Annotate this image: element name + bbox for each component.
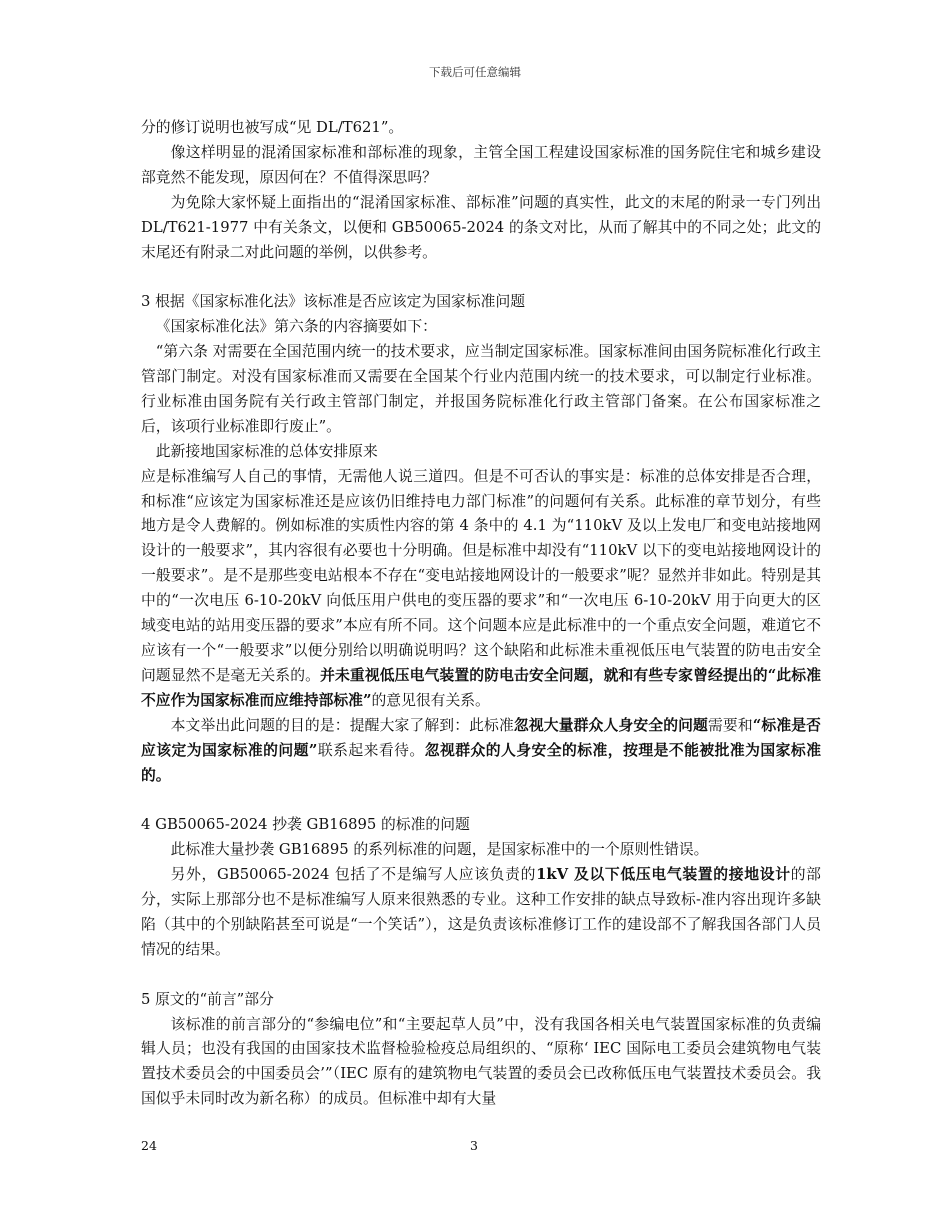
emphasis: 忽视群众的人身安全的标准，按理是不能被批准为国家标准的。	[141, 741, 821, 784]
paragraph: 《国家标准化法》第六条的内容摘要如下：	[155, 318, 437, 336]
paragraph: 分的修订说明也被写成“见 DL/T621”。	[141, 119, 404, 136]
paragraph: 应是标准编写人自己的事情，无需他人说三道四。但是不可否认的事实是：标准的总体安排是否合理，和标准“应该定为国家标准还是应该仍旧维持电力部门标准”的问题何有关系。此标准的章节划分，有些地方是令人费解的。例如标准的实质性内容的第 4 条中的 4.1 为“110kV 及以上发电厂和变电站接地网设计的一般要求”，其内容很有必要也十分明确。但是标准中却没有“110kV 以下的变电站接地网设计的一般要求”。是不是那些变电站根本不存在“变电站接地网设计的一般要求”呢？显然并非如此。特别是其中的“一次电压 6-10-20kV 向低压用户供电的变压器的要求”和“一次电压 6-10-20kV 用于向更大的区域变电站的站用变压器的要求”本应有所不同。这个问题本应是此标准中的一个重点安全问题，难道它不应该有一个“一般要求”以便分别给以明确说明吗？这个缺陷和此标准未重视低压电气装置的防电击安全问题显然不是毫无关系的。并未重视低压电气装置的防电击安全问题，就和有些专家曾经提出的“此标准不应作为国家标准而应维持部标准”的意见很有关系。	[141, 467, 821, 709]
emphasis: “标准是否应该定为国家标准的问题”	[141, 716, 821, 759]
paragraph: 像这样明显的混淆国家标准和部标准的现象，主管全国工程建设国家标准的国务院住宅和城乡建设部竟然不能发现，原因何在？不值得深思吗？	[141, 143, 821, 186]
paragraph: 为免除大家怀疑上面指出的“混淆国家标准、部标准”问题的真实性，此文的末尾的附录一专门列出 DL/T621-1977 中有关条文，以便和 GB50065-2024 的条文对比，从而了解其中的不同之处；此文的末尾还有附录二对此问题的举例，以供参考。	[141, 193, 821, 261]
emphasis: 忽视大量群众人身安全的问题	[513, 716, 708, 734]
paragraph: 另外，GB50065-2024 包括了不是编写人应该负责的1kV 及以下低压电气装置的接地设计的部分，实际上那部分也不是标准编写人原来很熟悉的专业。这种工作安排的缺点导致标-准内容出现许多缺陷（其中的个别缺陷甚至可说是“一个笑话”），这是负责该标准修订工作的建设部不了解我国各部门人员情况的结果。	[141, 866, 821, 958]
quotation: “第六条 对需要在全国范围内统一的技术要求，应当制定国家标准。国家标准间由国务院标准化行政主管部门制定。对没有国家标准而又需要在全国某个行业内范围内统一的技术要求，可以制定行业标准。行业标准由国务院有关行政主管部门制定，并报国务院标准化行政主管部门备案。在公布国家标准之后，该项行业标准即行废止”。	[141, 343, 821, 435]
footer-page-number: 3	[470, 1138, 478, 1153]
paragraph: 此新接地国家标准的总体安排原来	[155, 442, 378, 460]
section-heading-5: 5 原文的“前言”部分	[141, 990, 274, 1008]
paragraph: 此标准大量抄袭 GB16895 的系列标准的问题，是国家标准中的一个原则性错误。	[170, 841, 709, 859]
paragraph: 该标准的前言部分的“参编电位”和“主要起草人员”中，没有我国各相关电气装置国家标准的负责编辑人员；也没有我国的由国家技术监督检验检疫总局组织的、“原称‘ IEC 国际电工委员会建筑物电气装置技术委员会的中国委员会’”（IEC 原有的建筑物电气装置的委员会已改称低压电气装置技术委员会。我国似乎未同时改为新名称）的成员。但标准中却有大量	[141, 1015, 821, 1108]
section-heading-4: 4 GB50065-2024 抄袭 GB16895 的标准的问题	[141, 816, 470, 834]
section-heading-3: 3 根据《国家标准化法》该标准是否应该定为国家标准问题	[141, 293, 526, 311]
page-header: 下载后可任意编辑	[429, 65, 521, 79]
paragraph: 本文举出此问题的目的是：提醒大家了解到：此标准忽视大量群众人身安全的问题需要和“标准是否应该定为国家标准的问题”联系起来看待。忽视群众的人身安全的标准，按理是不能被批准为国家标准的。	[141, 716, 821, 784]
footer-page-number-left: 24	[141, 1138, 157, 1153]
emphasis: 1kV 及以下低压电气装置的接地设计	[536, 866, 791, 884]
emphasis: 并未重视低压电气装置的防电击安全问题，就和有些专家曾经提出的“此标准不应作为国家标准而应维持部标准”	[141, 666, 821, 709]
body-text	[141, 116, 821, 1112]
